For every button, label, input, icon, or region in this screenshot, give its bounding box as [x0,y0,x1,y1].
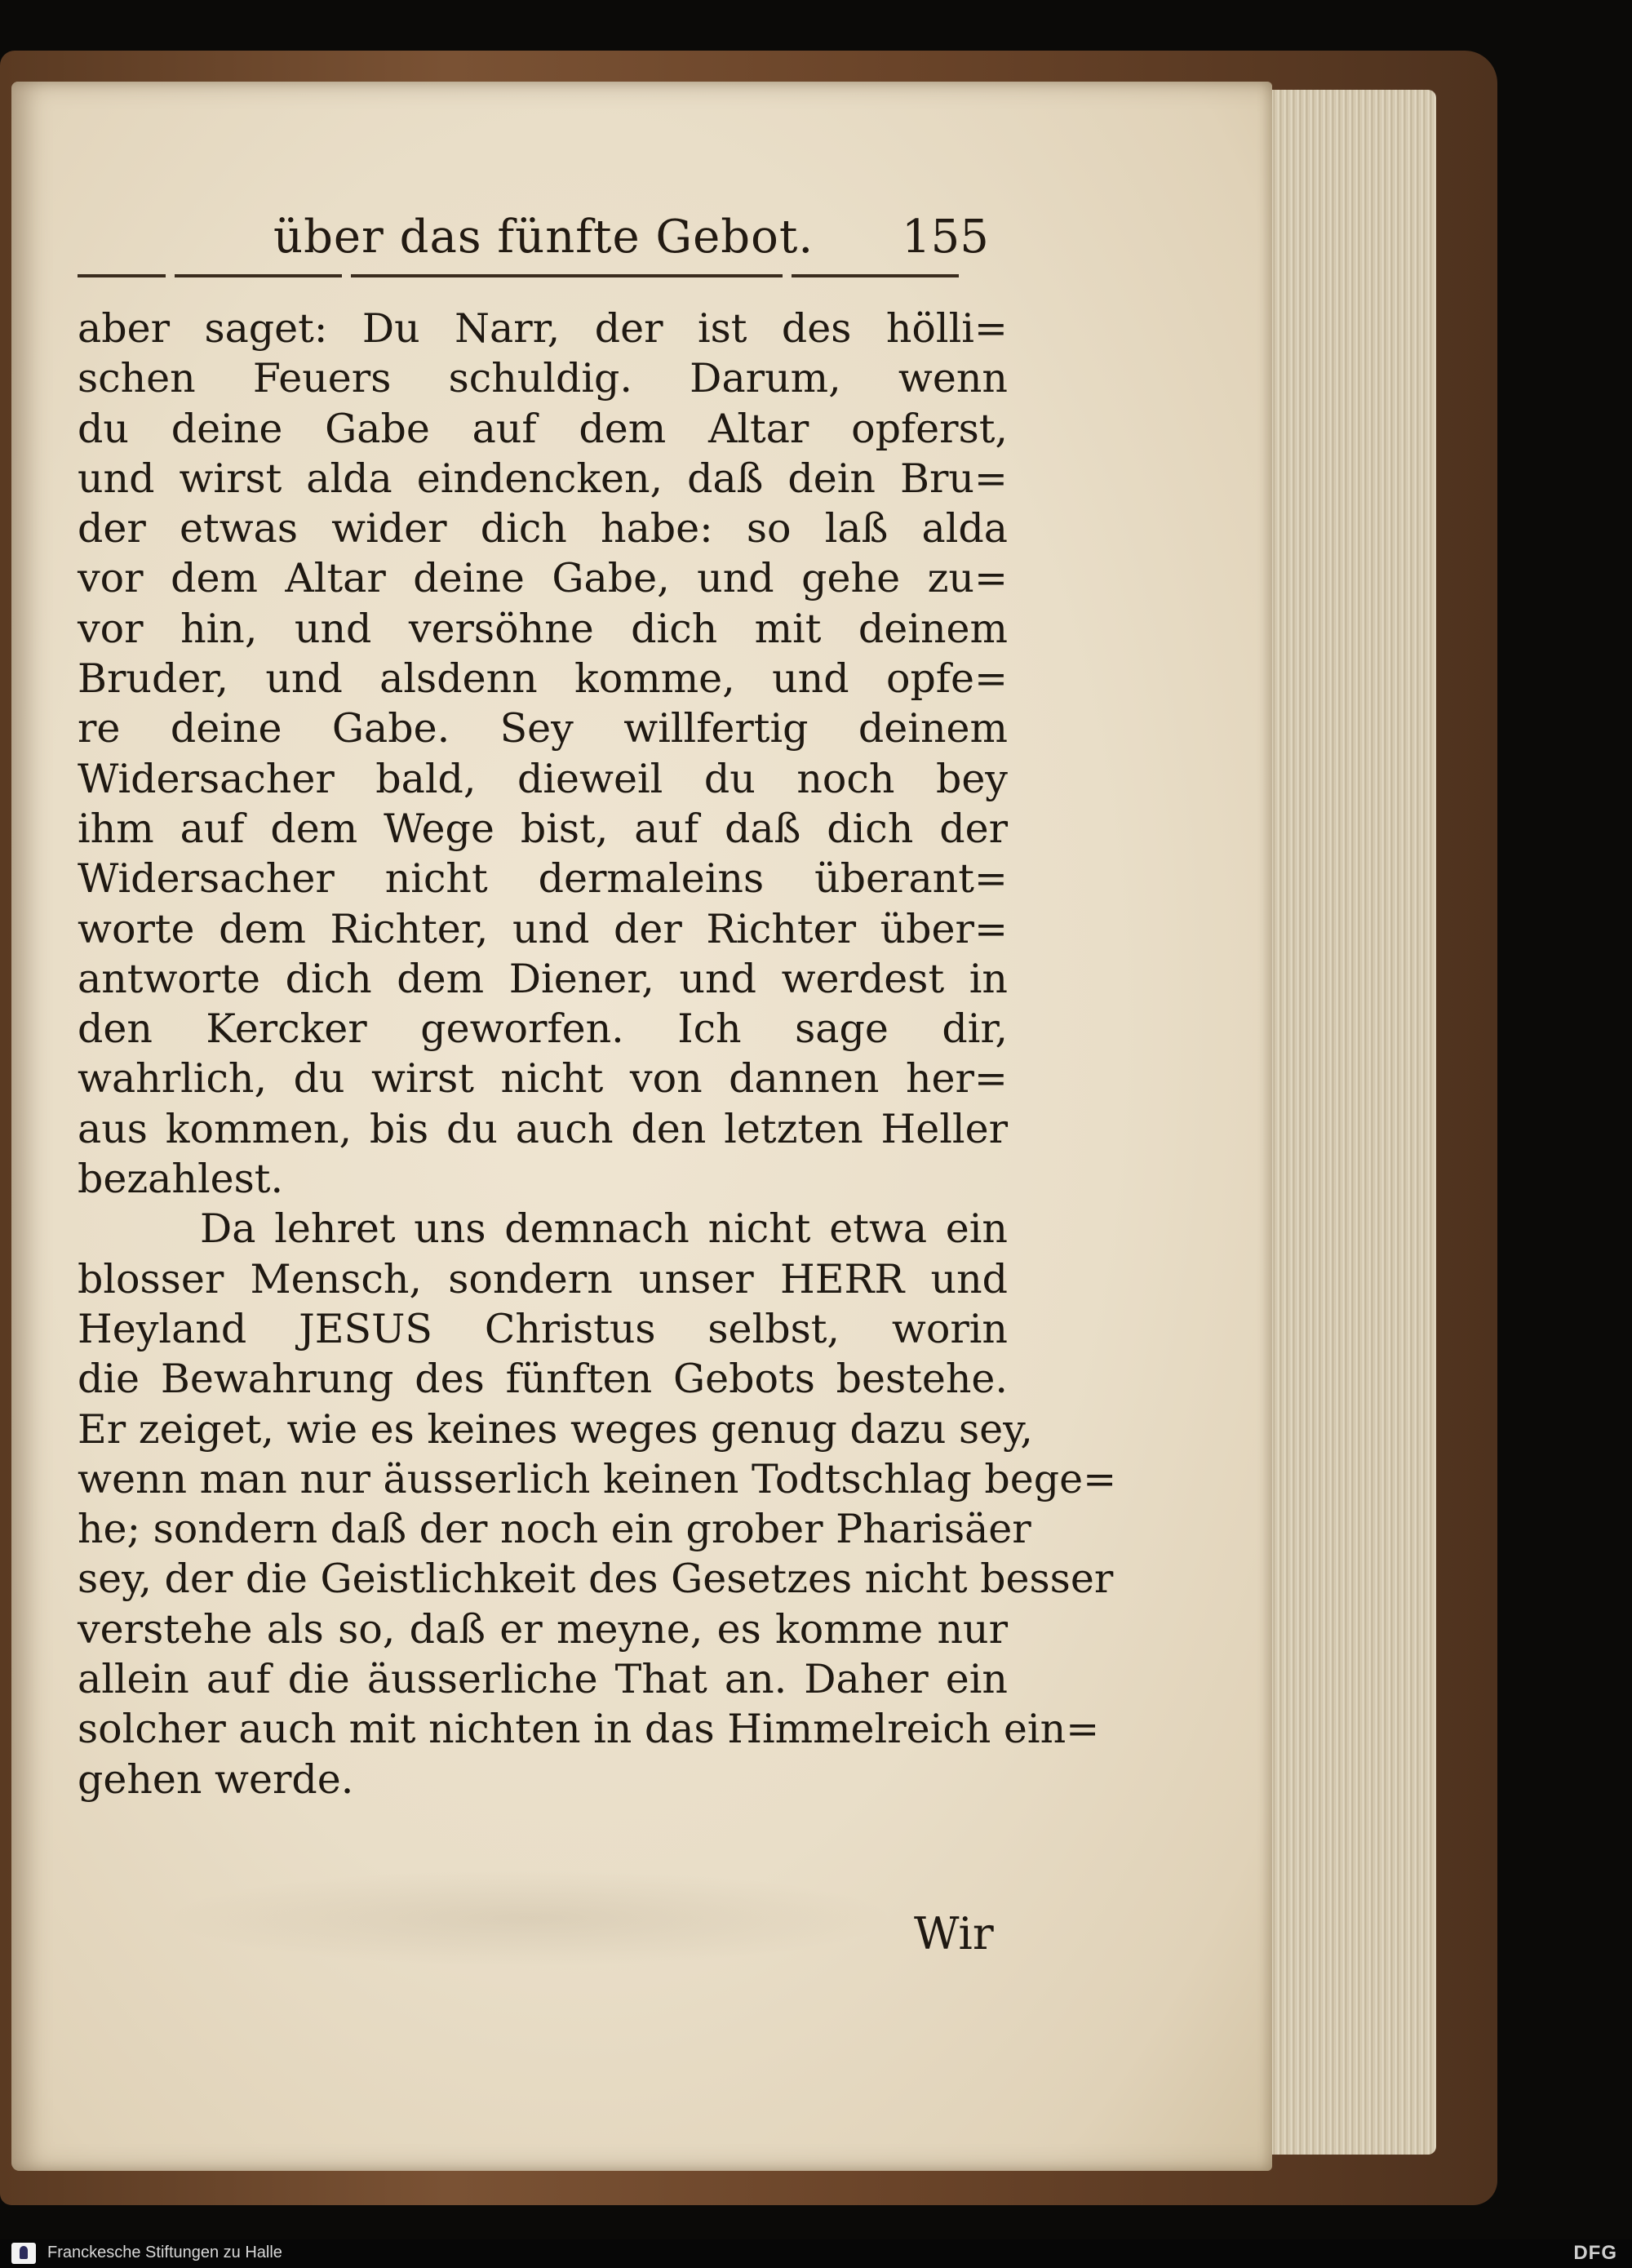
running-head [78,202,996,276]
footer-institution: Franckesche Stiftungen zu Halle [47,2244,282,2261]
running-title: über das fünfte Gebot. [273,211,814,264]
text-line: worte dem Richter, und der Richter über= [78,905,1008,952]
text-line: vor hin, und versöhne dich mit deinem [78,605,1008,652]
text-line: Widersacher nicht dermaleins überant= [78,855,1008,903]
text-line: Heyland JESUS Christus selbst, worin [78,1305,1008,1352]
text-line: du deine Gabe auf dem Altar opferst, [78,405,1008,452]
page-number: 155 [902,211,989,264]
text-line: wahrlich, du wirst nicht von dannen her= [78,1055,1008,1103]
text-line: und wirst alda eindencken, daß dein Bru= [78,455,1008,502]
paragraph-start-line: Da lehret uns demnach nicht etwa ein [200,1205,1008,1253]
text-line: schen Feuers schuldig. Darum, wenn [78,355,1008,402]
text-line: blosser Mensch, sondern unser HERR und [78,1255,1008,1303]
text-line: Er zeiget, wie es keines weges genug dazu sey, [78,1405,1033,1453]
text-line: bezahlest. [78,1156,284,1203]
text-line: verstehe als so, daß er meyne, es komme nur [78,1605,1008,1653]
text-line: wenn man nur äusserlich keinen Todtschlag bege= [78,1455,1117,1502]
text-line: vor dem Altar deine Gabe, und gehe zu= [78,555,1008,602]
institution-logo-icon [11,2243,36,2264]
text-line: den Kercker geworfen. Ich sage dir, [78,1005,1008,1053]
catchword: Wir [914,1908,994,1960]
text-line: re deine Gabe. Sey willfertig deinem [78,705,1008,752]
text-line: allein auf die äusserliche That an. Daher ein [78,1656,1008,1703]
text-line: sey, der die Geistlichkeit des Gesetzes nicht besser [78,1556,1114,1603]
text-line: he; sondern daß der noch ein grober Pharisäer [78,1506,1031,1553]
text-line: Widersacher bald, dieweil du noch bey [78,755,1008,802]
footer-funder: DFG [1573,2242,1617,2264]
text-line: antworte dich dem Diener, und werdest in [78,955,1008,1002]
text-line: aus kommen, bis du auch den letzten Heller [78,1105,1008,1152]
text-line: gehen werde. [78,1755,354,1803]
text-line: solcher auch mit nichten in das Himmelreich ein= [78,1706,1100,1753]
text-line: der etwas wider dich habe: so laß alda [78,505,1008,553]
text-line: die Bewahrung des fünften Gebots bestehe. [78,1356,1008,1403]
head-rule [78,274,959,277]
viewer-footer [0,2239,1632,2268]
ink-show-through [163,1869,898,1967]
text-line: ihm auf dem Wege bist, auf daß dich der [78,805,1008,852]
text-line: Bruder, und alsdenn komme, und opfe= [78,655,1008,703]
text-line: aber saget: Du Narr, der ist des hölli= [78,305,1008,352]
body-text [78,304,1117,1804]
